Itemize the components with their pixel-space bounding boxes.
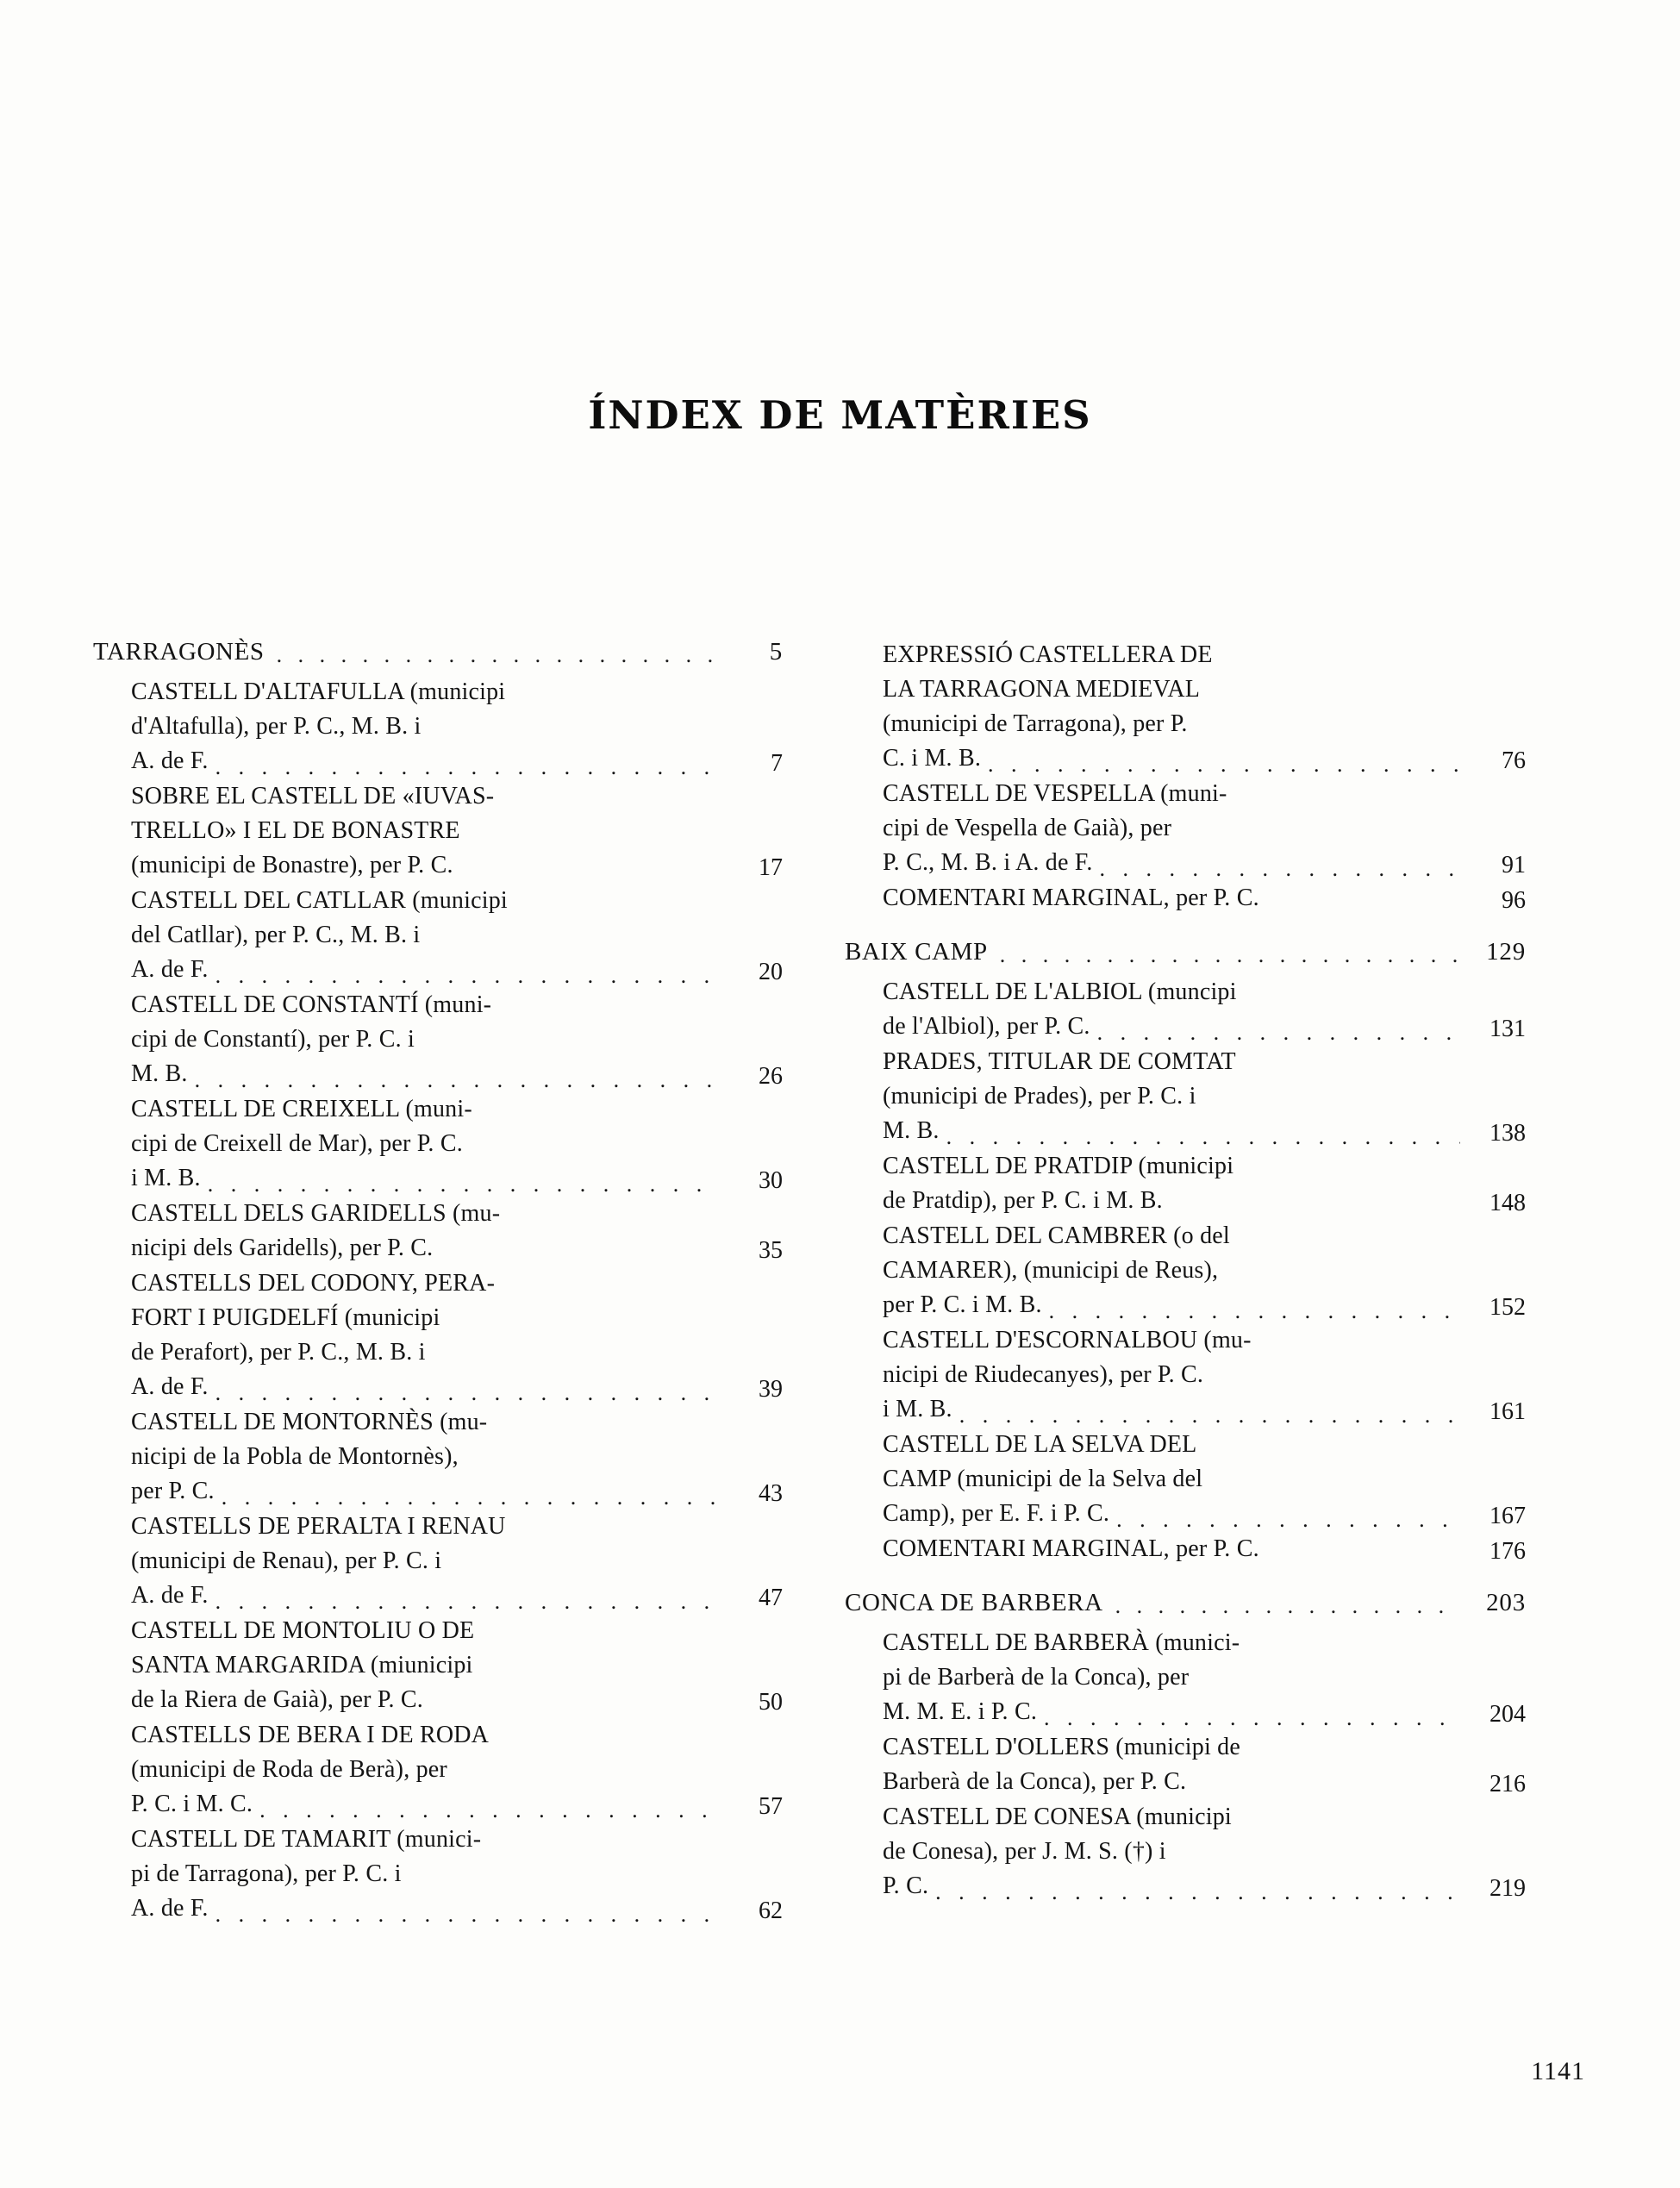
index-region-page: 129 <box>1486 938 1526 966</box>
index-entry-text <box>131 1510 726 1613</box>
index-entry-line: CASTELLS DE PERALTA I RENAU <box>131 1513 506 1540</box>
index-entry-last-line <box>883 1010 1460 1044</box>
index-entry-page: 131 <box>1490 1016 1526 1042</box>
index-entry-line: PRADES, TITULAR DE COMTAT <box>883 1048 1236 1075</box>
index-entry[interactable] <box>93 988 783 1091</box>
index-entry-last-line <box>131 744 717 778</box>
index-column-right <box>845 638 1526 1948</box>
index-entry[interactable] <box>845 975 1526 1044</box>
leader-dots <box>208 1177 717 1196</box>
index-entry-line: SOBRE EL CASTELL DE «IUVAS- <box>131 783 495 810</box>
leader-dots <box>1100 861 1460 880</box>
index-entry-line: (municipi de Prades), per P. C. i <box>883 1083 1196 1110</box>
index-entry-line: CASTELL DELS GARIDELLS (mu- <box>131 1200 501 1227</box>
leader-dots <box>215 1385 717 1404</box>
index-entry-line: CASTELL DE LA SELVA DEL <box>883 1431 1197 1458</box>
index-entry[interactable] <box>845 638 1526 776</box>
leader-dots <box>1116 1512 1460 1531</box>
index-entry-text <box>883 1428 1469 1531</box>
index-entry[interactable] <box>93 1092 783 1196</box>
index-entry-last-line <box>883 1497 1460 1531</box>
leader-dots <box>946 1129 1460 1148</box>
index-column-left <box>93 638 783 1948</box>
index-entry[interactable] <box>845 1800 1526 1904</box>
index-entry-last-text: M. B. <box>883 1117 940 1144</box>
index-entry-line: CASTELL DE MONTORNÈS (mu- <box>131 1409 488 1435</box>
index-entry-last-line <box>131 1370 717 1404</box>
index-entry-line: CASTELL D'OLLERS (municipi de <box>883 1734 1240 1760</box>
leader-dots <box>1049 1303 1460 1322</box>
index-entry-text <box>131 1718 726 1822</box>
index-entry-last-line <box>883 1869 1460 1904</box>
index-entry-last-line <box>883 1288 1460 1322</box>
folio-number: 1141 <box>1531 2057 1585 2085</box>
index-entry[interactable] <box>93 675 783 778</box>
index-entry-line: CASTELLS DE BERA I DE RODA <box>131 1722 490 1748</box>
index-entry-last-line <box>131 848 717 883</box>
index-entry-text <box>883 1045 1469 1148</box>
index-entry-line: CASTELL DE L'ALBIOL (muncipi <box>883 978 1237 1005</box>
index-entry[interactable] <box>845 777 1526 880</box>
index-entry-last-line <box>131 1231 717 1266</box>
index-entry-line: cipi de Creixell de Mar), per P. C. <box>131 1130 463 1157</box>
index-entry-last-text: i M. B. <box>131 1165 201 1191</box>
index-entry-last-text: Barberà de la Conca), per P. C. <box>883 1768 1187 1795</box>
index-entry[interactable] <box>93 1405 783 1509</box>
index-entry-text <box>131 1405 726 1509</box>
index-entry-line: de Conesa), per J. M. S. (†) i <box>883 1838 1166 1865</box>
index-entry-last-text: A. de F. <box>131 956 209 983</box>
leader-dots <box>259 1803 717 1822</box>
index-region-page: 5 <box>769 638 783 666</box>
index-entry-page: 20 <box>759 959 783 985</box>
index-entry-page: 219 <box>1490 1875 1526 1902</box>
index-entry-last-line <box>883 741 1460 776</box>
index-entry-last-text: i M. B. <box>883 1396 952 1422</box>
index-region-page: 203 <box>1486 1589 1526 1616</box>
leader-dots <box>215 968 717 987</box>
index-entry-line: CASTELL DEL CAMBRER (o del <box>883 1222 1230 1249</box>
index-entry-line: CASTELL DE CONSTANTÍ (muni- <box>131 991 492 1018</box>
index-entry-text <box>883 1626 1469 1729</box>
index-entry-page: 7 <box>771 750 783 777</box>
index-entry[interactable] <box>93 1718 783 1822</box>
index-entry-last-line <box>131 1578 717 1613</box>
index-entry-line: (municipi de Renau), per P. C. i <box>131 1547 442 1574</box>
index-entry-page: 62 <box>759 1897 783 1924</box>
index-entry-text <box>131 1092 726 1196</box>
index-entry-line: CASTELL DE BARBERÀ (munici- <box>883 1629 1240 1656</box>
index-entry-line: d'Altafulla), per P. C., M. B. i <box>131 713 422 740</box>
index-entry-page: 91 <box>1502 852 1526 878</box>
index-entry-page: 152 <box>1490 1294 1526 1321</box>
index-entry-text <box>883 1532 1469 1566</box>
index-entry-page: 50 <box>759 1689 783 1716</box>
index-entry[interactable] <box>845 1730 1526 1799</box>
index-entry-text <box>131 1197 726 1266</box>
leader-dots <box>215 1907 717 1926</box>
index-entry-text <box>883 777 1469 880</box>
index-entry-last-line <box>883 1184 1460 1218</box>
index-entry-last-text: A. de F. <box>131 1373 209 1400</box>
index-entry-last-text: de l'Albiol), per P. C. <box>883 1013 1090 1040</box>
index-entry[interactable] <box>93 779 783 883</box>
index-entry-line: EXPRESSIÓ CASTELLERA DE <box>883 641 1213 668</box>
index-entry-text <box>883 1800 1469 1904</box>
index-entry-text <box>131 1822 726 1926</box>
index-entry-text <box>883 1149 1469 1218</box>
index-entry-last-text: de Pratdip), per P. C. i M. B. <box>883 1187 1163 1214</box>
leader-dots <box>215 760 717 778</box>
index-entry-page: 17 <box>759 854 783 881</box>
index-entry-line: cipi de Vespella de Gaià), per <box>883 815 1172 841</box>
index-entry[interactable] <box>845 1428 1526 1531</box>
index-entry-line: CASTELLS DEL CODONY, PERA- <box>131 1270 496 1297</box>
index-entry[interactable] <box>845 1532 1526 1566</box>
index-entry-line: FORT I PUIGDELFÍ (municipi <box>131 1304 440 1331</box>
index-entry-last-text: (municipi de Bonastre), per P. C. <box>131 852 453 878</box>
index-entry[interactable] <box>93 1614 783 1717</box>
index-entry-line: CAMP (municipi de la Selva del <box>883 1466 1203 1492</box>
index-entry-last-line <box>131 1787 717 1822</box>
index-entry-group <box>845 975 1526 1566</box>
index-entry-line: cipi de Constantí), per P. C. i <box>131 1026 415 1053</box>
index-entry-line: SANTA MARGARIDA (miunicipi <box>131 1652 473 1679</box>
index-entry-page: 39 <box>759 1376 783 1403</box>
index-entry-line: CASTELL DEL CATLLAR (municipi <box>131 887 508 914</box>
index-entry-last-text: per P. C. <box>131 1478 215 1504</box>
index-entry-last-text: M. M. E. i P. C. <box>883 1698 1038 1725</box>
index-entry[interactable] <box>845 1626 1526 1729</box>
index-entry-last-line <box>883 1114 1460 1148</box>
index-entry-last-line <box>131 1891 717 1926</box>
index-entry-page: 35 <box>759 1237 783 1264</box>
index-entry-line: CASTELL DE CREIXELL (muni- <box>131 1096 472 1122</box>
index-region-heading[interactable] <box>845 938 1526 966</box>
index-entry-text <box>131 1614 726 1717</box>
index-entry[interactable] <box>93 1197 783 1266</box>
index-entry-line: CASTELL DE VESPELLA (muni- <box>883 780 1227 807</box>
index-entry-text <box>883 1323 1469 1427</box>
index-entry[interactable] <box>845 881 1526 916</box>
index-entry-last-text: Camp), per E. F. i P. C. <box>883 1500 1110 1527</box>
index-entry-last-text: de la Riera de Gaià), per P. C. <box>131 1686 423 1713</box>
index-entry-last-text: P. C., M. B. i A. de F. <box>883 849 1093 876</box>
index-entry[interactable] <box>845 1323 1526 1427</box>
index-entry-last-text: A. de F. <box>131 747 209 774</box>
index-entry-last-text: A. de F. <box>131 1582 209 1609</box>
leader-dots <box>215 1594 717 1613</box>
index-entry-page: 216 <box>1490 1771 1526 1797</box>
index-entry-line: CASTELL D'ALTAFULLA (municipi <box>131 678 506 705</box>
index-entry-last-line <box>883 881 1460 916</box>
index-entry-group <box>845 1626 1526 1904</box>
index-entry-group <box>93 675 783 1926</box>
index-columns <box>93 638 1610 1948</box>
index-region-heading[interactable] <box>845 1589 1526 1617</box>
index-entry[interactable] <box>845 1219 1526 1322</box>
index-entry[interactable] <box>93 1822 783 1926</box>
index-entry-text <box>131 1266 726 1404</box>
index-entry-text <box>883 975 1469 1044</box>
index-entry-group <box>845 638 1526 916</box>
index-entry-text <box>883 1219 1469 1322</box>
index-entry-page: 204 <box>1490 1701 1526 1728</box>
index-entry-last-line <box>131 1161 717 1196</box>
leader-dots <box>1097 1025 1460 1044</box>
index-entry-last-text: C. i M. B. <box>883 745 982 772</box>
index-entry-line: (municipi de Roda de Berà), per <box>131 1756 447 1783</box>
index-entry-line: LA TARRAGONA MEDIEVAL <box>883 676 1201 703</box>
index-entry-page: 148 <box>1490 1190 1526 1216</box>
index-entry-text <box>131 988 726 1091</box>
index-entry-page: 26 <box>759 1063 783 1090</box>
index-entry-line: pi de Tarragona), per P. C. i <box>131 1860 402 1887</box>
index-entry[interactable] <box>845 1045 1526 1148</box>
index-entry-line: CAMARER), (municipi de Reus), <box>883 1257 1219 1284</box>
index-entry-last-line <box>131 1683 717 1717</box>
index-entry-line: nicipi de la Pobla de Montornès), <box>131 1443 459 1470</box>
index-entry-page: 76 <box>1502 747 1526 774</box>
leader-dots <box>988 757 1460 776</box>
index-entry-last-text: per P. C. i M. B. <box>883 1291 1042 1318</box>
index-entry-text <box>883 881 1469 916</box>
index-entry-last-line <box>883 1532 1460 1566</box>
leader-dots <box>959 1408 1460 1427</box>
leader-dots <box>935 1885 1460 1904</box>
index-region-name: BAIX CAMP <box>845 938 988 966</box>
index-entry-last-line <box>883 1392 1460 1427</box>
leader-dots <box>195 1072 717 1091</box>
index-entry-page: 167 <box>1490 1503 1526 1529</box>
index-entry-line: pi de Barberà de la Conca), per <box>883 1664 1190 1691</box>
index-entry-line: CASTELL D'ESCORNALBOU (mu- <box>883 1327 1252 1353</box>
index-entry-last-text: COMENTARI MARGINAL, per P. C. <box>883 885 1259 911</box>
index-entry-page: 138 <box>1490 1120 1526 1147</box>
page-title: ÍNDEX DE MATÈRIES <box>588 392 1092 438</box>
leader-dots <box>277 642 717 663</box>
index-entry-last-line <box>131 1474 717 1509</box>
index-entry-last-line <box>131 953 717 987</box>
leader-dots <box>1044 1710 1460 1729</box>
index-entry-line: del Catllar), per P. C., M. B. i <box>131 922 421 948</box>
index-entry-line: CASTELL DE TAMARIT (munici- <box>131 1826 482 1853</box>
index-entry-page: 30 <box>759 1167 783 1194</box>
index-entry-text <box>131 779 726 883</box>
index-entry-page: 57 <box>759 1793 783 1820</box>
index-entry-page: 43 <box>759 1480 783 1507</box>
index-entry[interactable] <box>93 1266 783 1404</box>
index-entry-text <box>131 884 726 987</box>
index-entry-page: 96 <box>1502 887 1526 914</box>
index-entry-line: CASTELL DE CONESA (municipi <box>883 1804 1232 1830</box>
index-entry[interactable] <box>845 1149 1526 1218</box>
index-entry-line: TRELLO» I EL DE BONASTRE <box>131 817 460 844</box>
index-entry-text <box>883 638 1469 776</box>
index-region-heading[interactable] <box>93 638 783 666</box>
index-region-name: CONCA DE BARBERA <box>845 1589 1103 1616</box>
index-entry-page: 161 <box>1490 1398 1526 1425</box>
index-entry-line: (municipi de Tarragona), per P. <box>883 710 1188 737</box>
index-entry-line: nicipi de Riudecanyes), per P. C. <box>883 1361 1204 1388</box>
index-entry-last-text: A. de F. <box>131 1895 209 1922</box>
leader-dots <box>1115 1593 1460 1614</box>
index-entry-last-text: M. B. <box>131 1060 188 1087</box>
leader-dots <box>222 1490 717 1509</box>
index-entry-page: 47 <box>759 1585 783 1611</box>
index-entry-last-line <box>883 1695 1460 1729</box>
index-entry-line: CASTELL DE PRATDIP (municipi <box>883 1153 1234 1179</box>
leader-dots <box>1000 942 1460 963</box>
index-entry-line: de Perafort), per P. C., M. B. i <box>131 1339 426 1366</box>
index-entry-last-line <box>131 1057 717 1091</box>
index-entry-last-text: nicipi dels Garidells), per P. C. <box>131 1235 434 1261</box>
index-entry-last-line <box>883 1765 1460 1799</box>
index-entry-last-text: P. C. i M. C. <box>131 1791 253 1817</box>
index-entry-text <box>883 1730 1469 1799</box>
index-entry-line: CASTELL DE MONTOLIU O DE <box>131 1617 475 1644</box>
index-entry[interactable] <box>93 884 783 987</box>
index-entry[interactable] <box>93 1510 783 1613</box>
index-entry-last-text: COMENTARI MARGINAL, per P. C. <box>883 1535 1259 1562</box>
index-entry-text <box>131 675 726 778</box>
index-region-name: TARRAGONÈS <box>93 638 265 666</box>
index-entry-last-text: P. C. <box>883 1872 929 1899</box>
index-entry-page: 176 <box>1490 1538 1526 1565</box>
index-entry-last-line <box>883 846 1460 880</box>
